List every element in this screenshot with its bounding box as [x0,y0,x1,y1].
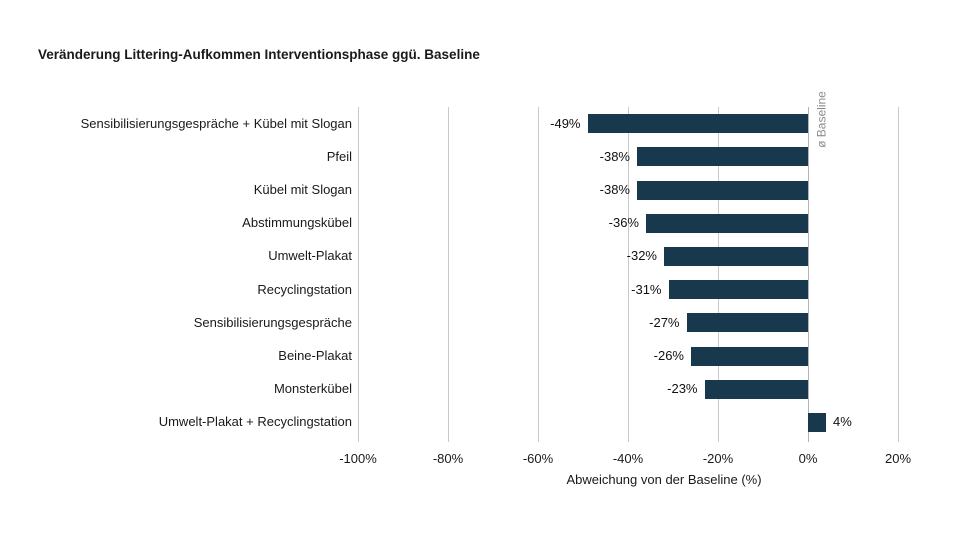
value-label: 4% [833,414,852,430]
value-label: -26% [653,348,684,363]
x-tick-label: 20% [884,451,912,466]
x-tick-label: -20% [702,451,734,466]
value-label: -23% [667,381,698,397]
value-label: -38% [599,148,630,164]
x-axis-title: Abweichung von der Baseline (%) [566,472,762,487]
category-label: Kübel mit Slogan [253,182,352,197]
category-label: Umwelt-Plakat [268,248,352,264]
category-label: Sensibilisierungsgespräche [193,314,352,330]
bar [664,247,808,266]
gridline [358,107,359,442]
value-label: -38% [599,182,630,197]
bar [808,413,826,432]
gridline [448,107,449,442]
gridline [538,107,539,442]
zero-baseline-gridline [808,107,809,442]
baseline-annotation: ø Baseline [814,91,829,148]
x-tick-label: -60% [522,451,554,466]
x-tick-label: -40% [612,451,644,466]
bar [637,181,808,200]
category-label: Abstimmungskübel [242,215,352,231]
value-label: -32% [626,248,657,264]
bar [687,313,809,332]
category-label: Pfeil [326,148,352,164]
bar [669,280,809,299]
gridline [898,107,899,442]
bar [646,214,808,233]
category-label: Monsterkübel [273,381,352,397]
value-label: -36% [608,215,639,231]
bar [637,147,808,166]
value-label: -49% [550,115,581,131]
x-tick-label: -100% [339,451,377,466]
bar [691,347,808,366]
chart-title: Veränderung Littering-Aufkommen Interventionsphase ggü. Baseline [38,47,480,62]
value-label: -27% [649,314,680,330]
value-label: -31% [631,281,662,297]
category-label: Beine-Plakat [278,348,352,363]
bar [588,114,809,133]
bar [705,380,809,399]
category-label: Recyclingstation [257,281,352,297]
category-label: Umwelt-Plakat + Recyclingstation [158,414,352,430]
x-tick-label: 0% [798,451,818,466]
category-label: Sensibilisierungsgespräche + Kübel mit Slogan [80,115,352,131]
x-tick-label: -80% [432,451,464,466]
